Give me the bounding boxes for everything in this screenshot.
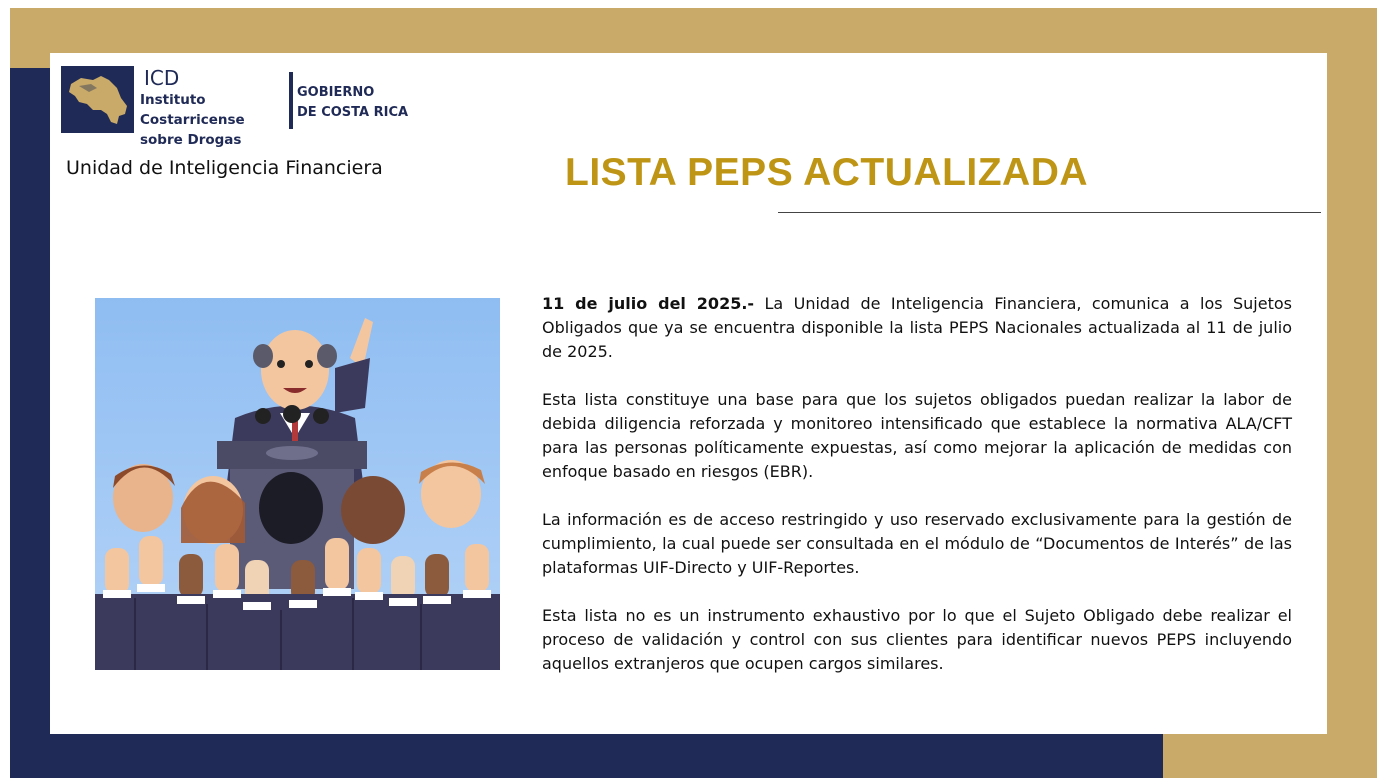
paragraph-text: La información es de acceso restringido y uso reservado exclusivamente para la gestión de cumplimiento, la cual puede ser consultada en el módulo de “Documentos de Interés” de las plataformas UIF-Directo y UIF-Reportes.	[542, 510, 1292, 577]
paragraph-4	[542, 604, 1292, 676]
politician-speech-crowd-illustration	[95, 298, 500, 670]
paragraph-3	[542, 508, 1292, 580]
institution-name-line: Instituto	[140, 92, 206, 108]
unit-name: Unidad de Inteligencia Financiera	[66, 157, 383, 179]
institution-name-line: Costarricense	[140, 112, 245, 128]
paragraph-1	[542, 292, 1292, 364]
frame-gold-bottom-right	[1163, 728, 1377, 778]
page-title: LISTA PEPS ACTUALIZADA	[565, 151, 1089, 194]
announcement-body	[542, 292, 1292, 700]
government-label-line: GOBIERNO	[297, 85, 375, 100]
costa-rica-map-logo-icon	[61, 66, 134, 133]
paragraph-text: La Unidad de Inteligencia Financiera, comunica a los Sujetos Obligados que ya se encuentra disponible la lista PEPS Nacionales actualizada al 11 de julio de 2025.	[542, 294, 1292, 361]
institution-name	[140, 90, 280, 150]
gov-divider	[289, 72, 293, 129]
paragraph-date-lead: 11 de julio del 2025.-	[542, 294, 755, 313]
frame-navy-bottom	[10, 728, 1163, 778]
government-label-line: DE COSTA RICA	[297, 105, 409, 120]
paragraph-text: Esta lista no es un instrumento exhaustivo por lo que el Sujeto Obligado debe realizar el proceso de validación y control con sus clientes para identificar nuevos PEPS incluyendo aquellos extranjeros que ocupen cargos similares.	[542, 606, 1292, 673]
institution-name-line: sobre Drogas	[140, 132, 242, 148]
frame-navy-left	[10, 68, 50, 778]
government-label	[297, 83, 408, 123]
title-underline	[778, 212, 1321, 213]
logo-acronym: ICD	[144, 66, 180, 90]
paragraph-text: Esta lista constituye una base para que los sujetos obligados puedan realizar la labor de debida diligencia reforzada y monitoreo intensificado que establece la normativa ALA/CFT para las personas políticamente expuestas, así como mejorar la aplicación de medidas con enfoque basado en riesgos (EBR).	[542, 390, 1292, 481]
paragraph-2	[542, 388, 1292, 484]
